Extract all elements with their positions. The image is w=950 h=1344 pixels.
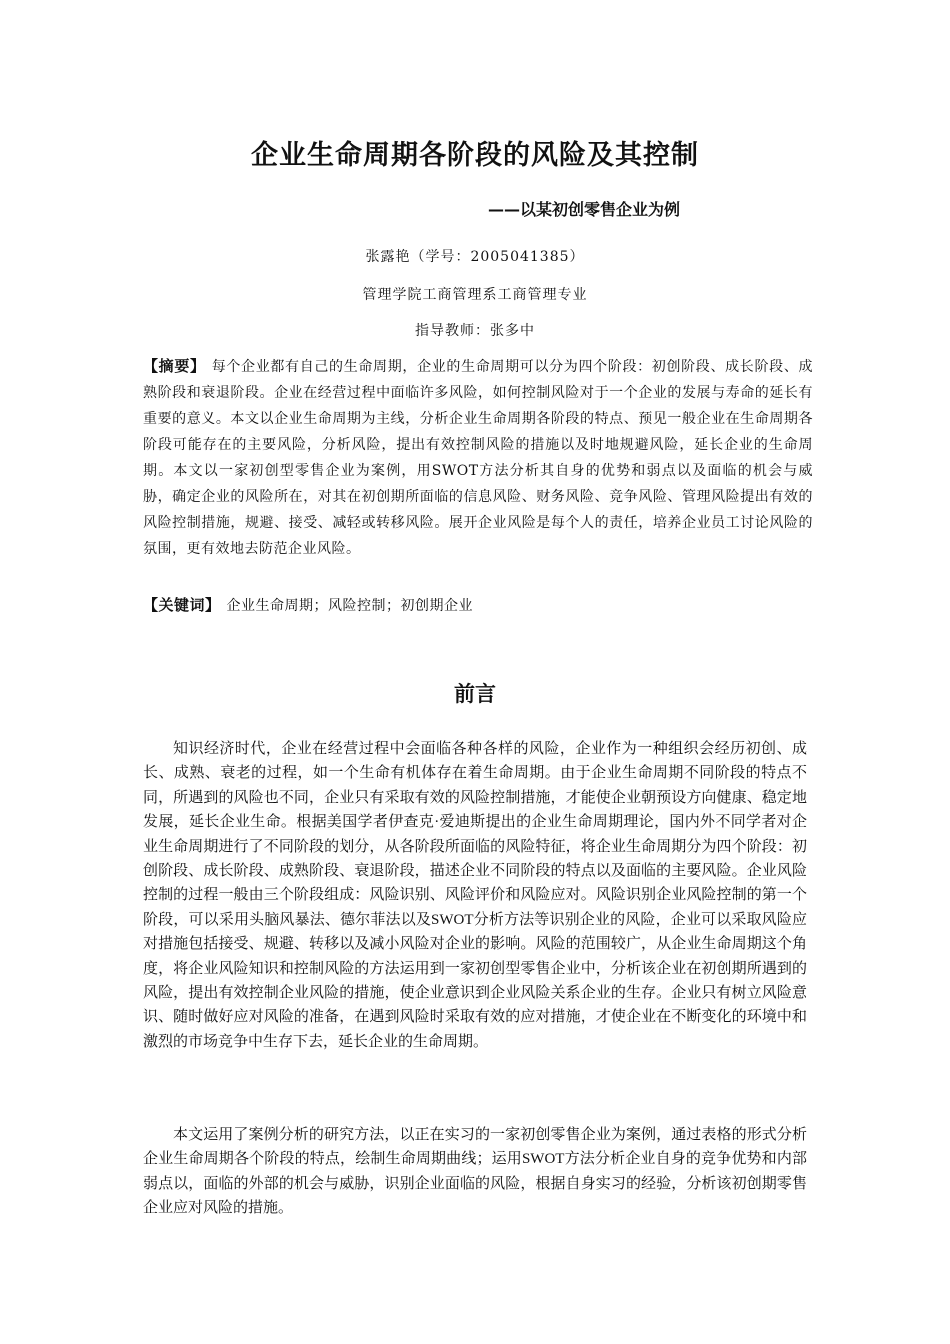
preface-paragraph: 知识经济时代，企业在经营过程中会面临各种各样的风险，企业作为一种组织会经历初创、成长、成熟、衰老的过程，如一个生命有机体存在着生命周期。由于企业生命周期不同阶段的特点不同，所遇到的风险也不同，企业只有采取有效的风险控制措施，才能使企业朝预设方向健康、稳定地发展，延长企业生命。根据美国学者伊查克·爱迪斯提出的企业生命周期理论，国内外不同学者对企业生命周期进行了不同阶段的划分，从各阶段所面临的风险特征，将企业生命周期分为四个阶段：初创阶段、成长阶段、成熟阶段、衰退阶段，描述企业不同阶段的特点以及面临的主要风险。企业风险控制的过程一般由三个阶段组成：风险识别、风险评价和风险应对。风险识别企业风险控制的第一个阶段，可以采用头脑风暴法、德尔菲法以及SWOT分析方法等识别企业的风险，企业可以采取风险应对措施包括接受、规避、转移以及减小风险对企业的影响。风险的范围较广，从企业生命周期这个角度，将企业风险知识和控制风险的方法运用到一家初创型零售企业中，分析该企业在初创期所遇到的风险，提出有效控制企业风险的措施，使企业意识到企业风险关系企业的生存。企业只有树立风险意识、随时做好应对风险的准备，在遇到风险时采取有效的应对措施，才使企业在不断变化的环境中和激烈的市场竞争中生存下去，延长企业的生命周期。: [143, 741, 807, 1050]
preface-heading: 前言: [454, 682, 496, 706]
keywords-text: 企业生命周期；风险控制；初创期企业: [226, 598, 474, 614]
author-line: 张露艳（学号：2005041385）: [365, 249, 585, 265]
keywords: [143, 592, 813, 619]
advisor-line: 指导教师：张多中: [415, 323, 535, 339]
abstract-text: 每个企业都有自己的生命周期，企业的生命周期可以分为四个阶段：初创阶段、成长阶段、成熟阶段和衰退阶段。企业在经营过程中面临许多风险，如何控制风险对于一个企业的发展与寿命的延长有重要的意义。本文以企业生命周期为主线，分析企业生命周期各阶段的特点、预见一般企业在生命周期各阶段可能存在的主要风险，分析风险，提出有效控制风险的措施以及时地规避风险，延长企业的生命周期。本文以一家初创型零售企业为案例，用SWOT方法分析其自身的优势和弱点以及面临的机会与威胁，确定企业的风险所在，对其在初创期所面临的信息风险、财务风险、竞争风险、管理风险提出有效的风险控制措施，规避、接受、减轻或转移风险。展开企业风险是每个人的责任，培养企业员工讨论风险的氛围，更有效地去防范企业风险。: [143, 359, 813, 557]
paper-title: 企业生命周期各阶段的风险及其控制: [251, 140, 699, 171]
preface-paragraph: 本文运用了案例分析的研究方法，以正在实习的一家初创零售企业为案例，通过表格的形式分析企业生命周期各个阶段的特点，绘制生命周期曲线；运用SWOT方法分析企业自身的竞争优势和内部弱点以，面临的外部的机会与威胁，识别企业面临的风险，根据自身实习的经验，分析该初创期零售企业应对风险的措施。: [143, 1127, 807, 1217]
keywords-label: 【关键词】: [143, 596, 221, 614]
department-line: 管理学院工商管理系工商管理专业: [362, 287, 588, 303]
paper-subtitle: ——以某初创零售企业为例: [488, 200, 681, 219]
abstract: [143, 353, 813, 562]
abstract-label: 【摘要】: [143, 357, 206, 375]
